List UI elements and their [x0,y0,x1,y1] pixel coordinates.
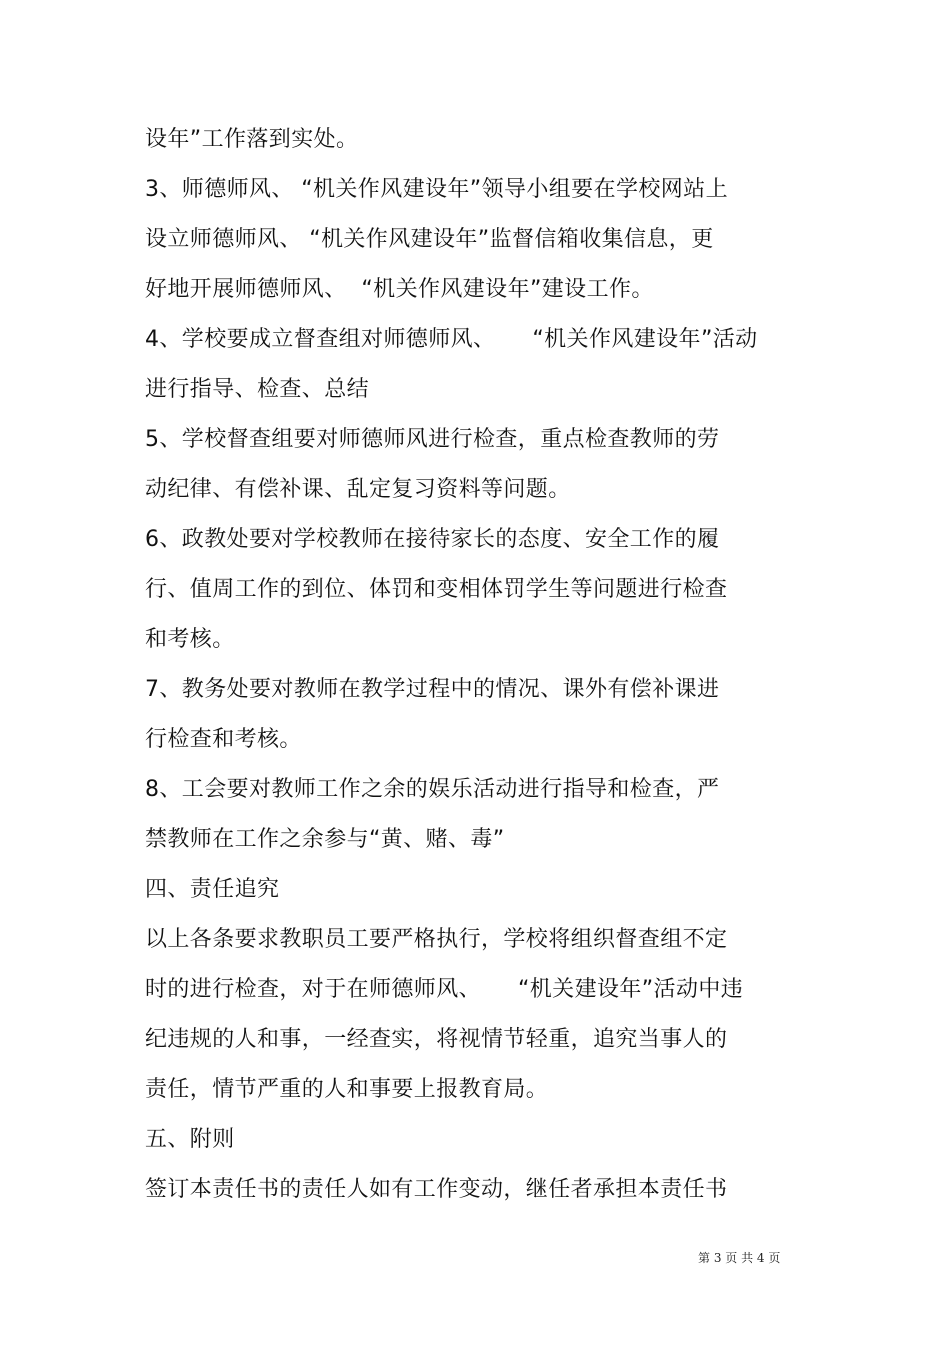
text-line: 进行指导、检查、总结 [145,377,370,402]
page-number: 第 3 页 共 4 页 [698,1251,781,1265]
text-line: 设年”工作落到实处。 [145,127,359,152]
section-heading: 五、附则 [145,1127,235,1152]
text-line: 行、值周工作的到位、体罚和变相体罚学生等问题进行检查 [145,577,728,602]
text-line: 6、政教处要对学校教师在接待家长的态度、安全工作的履 [145,527,720,552]
text-line: 7、教务处要对教师在教学过程中的情况、课外有偿补课进 [145,677,720,702]
text-line: 3、师德师风、 “机关作风建设年”领导小组要在学校网站上 [145,177,728,202]
text-line: 责任，情节严重的人和事要上报教育局。 [145,1077,549,1102]
text-line: 时的进行检查，对于在师德师风、 “机关建设年”活动中违 [145,977,744,1002]
text-line: 好地开展师德师风、 “机关作风建设年”建设工作。 [145,277,654,302]
text-line: 设立师德师风、 “机关作风建设年”监督信箱收集信息，更 [145,227,714,252]
text-line: 纪违规的人和事，一经查实，将视情节轻重，追究当事人的 [145,1027,728,1052]
text-line: 禁教师在工作之余参与“黄、赌、毒” [145,827,505,852]
section-heading: 四、责任追究 [145,877,280,902]
text-line: 行检查和考核。 [145,727,302,752]
text-line: 签订本责任书的责任人如有工作变动，继任者承担本责任书 [145,1177,728,1202]
text-line: 和考核。 [145,627,235,652]
text-line: 8、工会要对教师工作之余的娱乐活动进行指导和检查，严 [145,777,720,802]
text-line: 5、学校督查组要对师德师风进行检查，重点检查教师的劳 [145,427,720,452]
text-line: 以上各条要求教职员工要严格执行，学校将组织督查组不定 [145,927,728,952]
text-line: 4、学校要成立督查组对师德师风、 “机关作风建设年”活动 [145,327,758,352]
text-line: 动纪律、有偿补课、乱定复习资料等问题。 [145,477,571,502]
